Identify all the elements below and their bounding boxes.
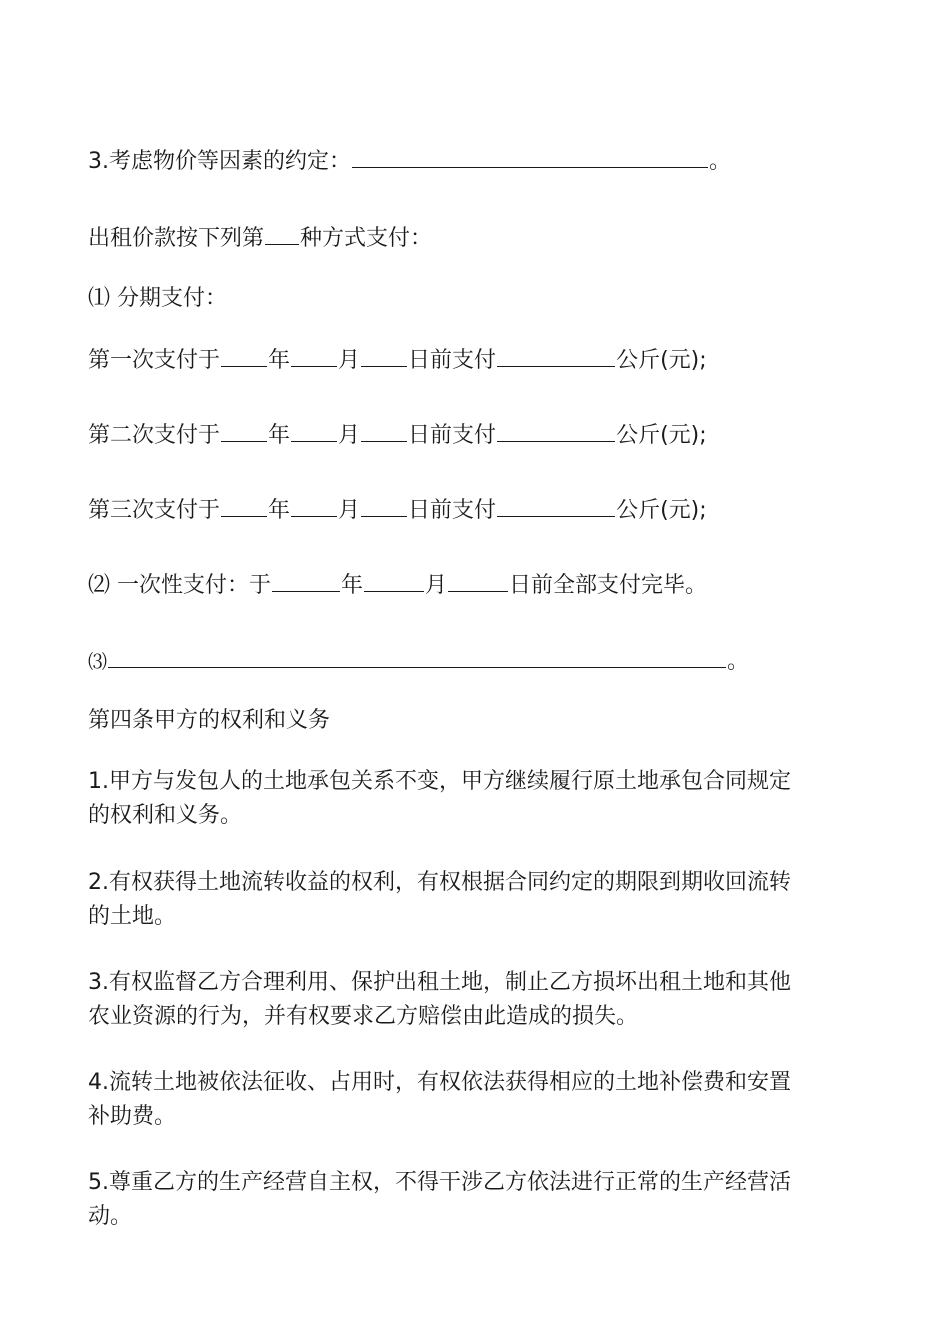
clause-text: 的土地。 (88, 904, 177, 929)
clause-text: 4.流转土地被依法征收、占用时，有权依法获得相应的土地补偿费和安置 (88, 1070, 791, 1095)
fill-blank[interactable] (497, 419, 615, 442)
line-text: 公斤(元); (616, 498, 707, 523)
clause-3 (88, 966, 864, 1034)
line-text: 日前支付 (408, 348, 497, 373)
clause-text: 2.有权获得土地流转收益的权利，有权根据合同约定的期限到期收回流转 (88, 870, 791, 895)
line-text: ⑶ (88, 651, 108, 673)
line-text: 月 (338, 423, 361, 448)
first-payment-line (88, 344, 707, 374)
installment-heading (88, 284, 227, 314)
line-text: 月 (338, 348, 361, 373)
line-text: 3.考虑物价等因素的约定： (88, 149, 351, 174)
fill-blank[interactable] (497, 494, 615, 517)
fill-blank[interactable] (221, 344, 267, 367)
fill-blank[interactable] (497, 344, 615, 367)
price-factor-line (88, 145, 731, 175)
line-text: 年 (341, 573, 364, 598)
clause-text: 补助费。 (88, 1104, 177, 1129)
fill-blank[interactable] (272, 569, 340, 592)
line-text: 月 (425, 573, 448, 598)
line-text: ⑵ 一次性支付：于 (88, 573, 271, 598)
clause-2 (88, 866, 864, 934)
fill-blank[interactable] (364, 569, 424, 592)
section-heading (88, 706, 330, 736)
lump-sum-line (88, 569, 707, 599)
fill-blank[interactable] (361, 419, 407, 442)
line-text: 年 (268, 423, 291, 448)
third-payment-line (88, 494, 707, 524)
section-title: 第四条甲方的权利和义务 (88, 708, 331, 733)
clause-5 (88, 1166, 864, 1234)
fill-blank[interactable] (221, 494, 267, 517)
clause-1 (88, 765, 864, 833)
fill-blank[interactable] (448, 569, 508, 592)
fill-blank[interactable] (291, 494, 337, 517)
clause-text: 1.甲方与发包人的土地承包关系不变，甲方继续履行原土地承包合同规定 (88, 769, 791, 794)
clause-text: 的权利和义务。 (88, 803, 243, 828)
line-text: 出租价款按下列第 (88, 226, 265, 251)
line-text: 年 (268, 498, 291, 523)
fill-blank[interactable] (291, 344, 337, 367)
line-text: 日前支付 (408, 498, 497, 523)
line-text: 种方式支付： (300, 226, 433, 251)
clause-4 (88, 1066, 864, 1134)
line-text: 月 (338, 498, 361, 523)
clause-text: 3.有权监督乙方合理利用、保护出租土地，制止乙方损坏出租土地和其他 (88, 970, 791, 995)
fill-blank[interactable] (291, 419, 337, 442)
line-text: 第二次支付于 (88, 423, 221, 448)
fill-blank[interactable] (265, 222, 299, 245)
line-end: 。 (709, 149, 732, 174)
line-text: 日前支付 (408, 423, 497, 448)
line-text: ⑴ 分期支付： (88, 286, 227, 311)
line-text: 第一次支付于 (88, 348, 221, 373)
clause-text: 动。 (88, 1204, 133, 1229)
fill-blank[interactable] (221, 419, 267, 442)
line-text: 日前全部支付完毕。 (509, 573, 708, 598)
line-text: 公斤(元); (616, 423, 707, 448)
fill-blank[interactable] (361, 494, 407, 517)
second-payment-line (88, 419, 707, 449)
line-text: 年 (268, 348, 291, 373)
line-text: 公斤(元); (616, 348, 707, 373)
fill-blank[interactable] (108, 645, 726, 668)
other-method-line (88, 645, 749, 675)
fill-blank[interactable] (361, 344, 407, 367)
clause-text: 农业资源的行为，并有权要求乙方赔偿由此造成的损失。 (88, 1004, 639, 1029)
clause-text: 5.尊重乙方的生产经营自主权，不得干涉乙方依法进行正常的生产经营活 (88, 1170, 791, 1195)
line-end: 。 (727, 649, 750, 674)
line-text: 第三次支付于 (88, 498, 221, 523)
fill-blank[interactable] (352, 145, 708, 168)
payment-method-line (88, 222, 432, 252)
